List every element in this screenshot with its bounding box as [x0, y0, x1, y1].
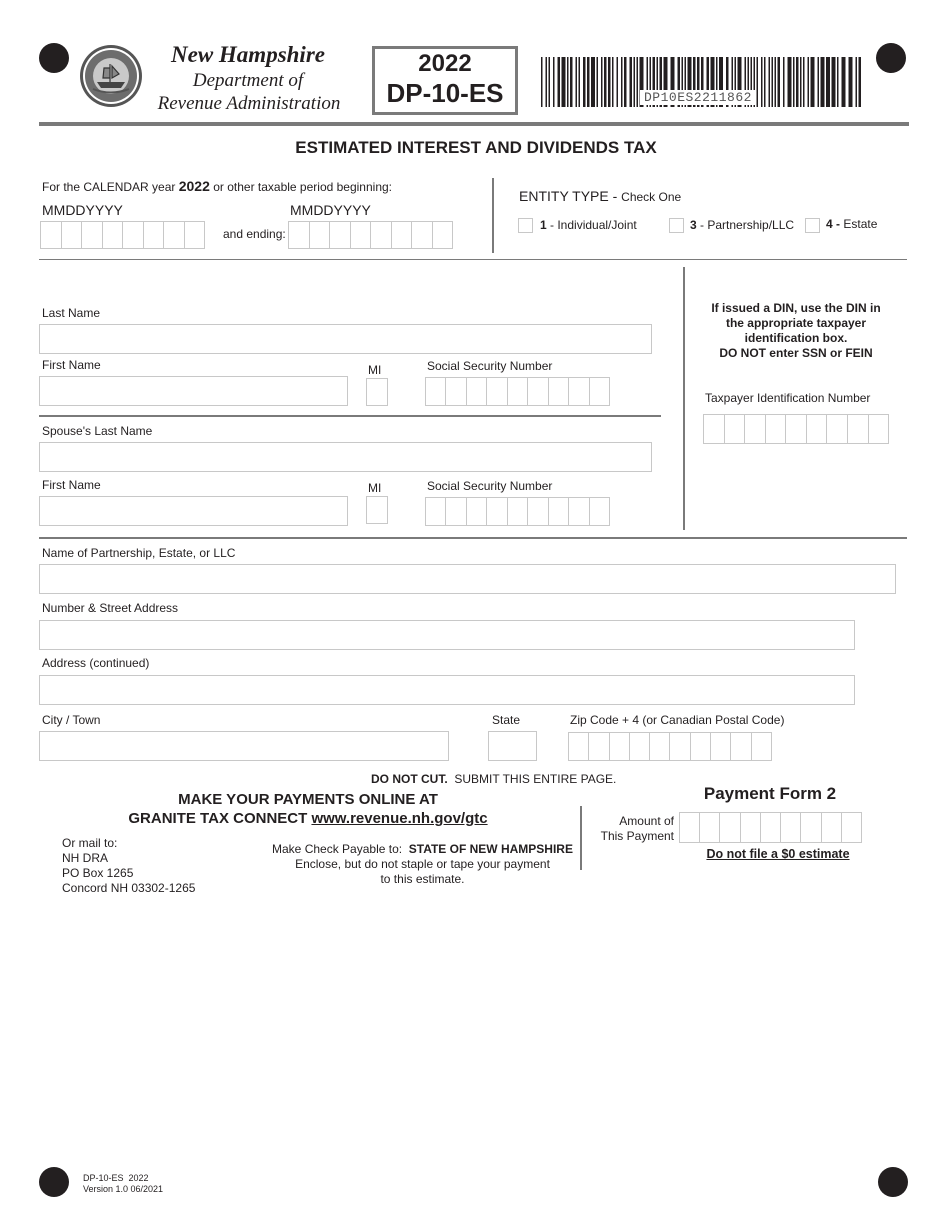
barcode-bar: [617, 57, 619, 107]
address-continued-label: Address (continued): [42, 656, 150, 670]
entity-name-label: Name of Partnership, Estate, or LLC: [42, 546, 236, 560]
input-cell[interactable]: [590, 378, 609, 405]
barcode-bar: [769, 57, 771, 107]
entity-individual-text: - Individual/Joint: [546, 218, 637, 232]
input-cell[interactable]: [103, 222, 124, 248]
period-suffix: or other taxable period beginning:: [209, 180, 393, 194]
online-line-1: MAKE YOUR PAYMENTS ONLINE AT: [178, 791, 438, 808]
entity-partnership-num: 3: [690, 218, 697, 232]
input-cell[interactable]: [41, 222, 62, 248]
barcode-bar: [567, 57, 569, 107]
enclose-line-1: Enclose, but do not staple or tape your payment: [295, 857, 550, 871]
form-code: DP-10-ES: [386, 78, 504, 108]
barcode-bar: [808, 57, 810, 107]
tax-period-label: [42, 178, 392, 194]
barcode-bar: [796, 57, 799, 107]
din-divider: [683, 267, 685, 530]
form-id-box: [372, 46, 518, 115]
entity-individual-label: [540, 218, 637, 232]
barcode-bar: [579, 57, 581, 107]
input-cell[interactable]: [589, 733, 609, 760]
entity-individual-checkbox[interactable]: [518, 218, 533, 233]
payable-prefix: Make Check Payable to:: [272, 842, 409, 856]
input-cell[interactable]: [752, 733, 771, 760]
entity-individual-num: 1: [540, 218, 547, 232]
barcode-number: DP10ES2211862: [640, 90, 756, 105]
end-date-format: MMDDYYYY: [290, 202, 371, 218]
input-cell[interactable]: [822, 813, 842, 842]
period-prefix: For the CALENDAR year: [42, 180, 179, 194]
input-cell[interactable]: [670, 733, 690, 760]
input-cell[interactable]: [487, 498, 507, 525]
online-url-link[interactable]: www.revenue.nh.gov/gtc: [311, 810, 488, 827]
street-address-label: Number & Street Address: [42, 601, 179, 615]
input-cell[interactable]: [310, 222, 331, 248]
address-continued-input[interactable]: [39, 675, 855, 705]
period-divider: [492, 178, 494, 253]
input-cell[interactable]: [704, 415, 725, 443]
input-cell[interactable]: [164, 222, 185, 248]
entity-estate-num: 4 -: [826, 217, 841, 231]
header-rule: [39, 122, 909, 126]
check-payable-note: [270, 842, 575, 887]
barcode-bar: [621, 57, 623, 107]
online-line-2: GRANITE TAX CONNECT: [128, 810, 312, 827]
entity-estate-text: Estate: [840, 217, 878, 231]
barcode-bar: [826, 57, 830, 107]
barcode-bar: [856, 57, 858, 107]
barcode-bar: [587, 57, 590, 107]
spouse-last-name-label: Spouse's Last Name: [42, 424, 153, 438]
input-cell[interactable]: [467, 498, 487, 525]
barcode-bar: [800, 57, 802, 107]
input-cell[interactable]: [426, 378, 446, 405]
input-cell[interactable]: [781, 813, 801, 842]
barcode-bar: [783, 57, 785, 107]
barcode-bar: [757, 57, 759, 107]
entity-partnership-text: - Partnership/LLC: [696, 218, 795, 232]
barcode-bar: [849, 57, 853, 107]
input-cell[interactable]: [446, 378, 466, 405]
input-cell[interactable]: [741, 813, 761, 842]
input-cell[interactable]: [650, 733, 670, 760]
input-cell[interactable]: [392, 222, 413, 248]
din-line-2: the appropriate taxpayer: [725, 316, 867, 330]
mailing-address: [62, 836, 195, 896]
barcode-bar: [608, 57, 611, 107]
input-cell[interactable]: [700, 813, 720, 842]
barcode-bar: [553, 57, 555, 107]
input-cell[interactable]: [848, 415, 869, 443]
input-cell[interactable]: [869, 415, 889, 443]
mail-line-1: NH DRA: [62, 851, 109, 865]
input-cell[interactable]: [569, 498, 589, 525]
payable-to: STATE OF NEW HAMPSHIRE: [408, 842, 573, 856]
barcode-bar: [570, 57, 573, 107]
input-cell[interactable]: [371, 222, 392, 248]
amount-label-line-1: Amount of: [619, 814, 674, 828]
form-version: Version 1.0 06/2021: [83, 1184, 164, 1194]
input-cell[interactable]: [62, 222, 83, 248]
spouse-ssn-input[interactable]: [425, 497, 610, 526]
input-cell[interactable]: [549, 498, 569, 525]
submit-instruction: [371, 772, 616, 786]
tin-input[interactable]: [703, 414, 889, 444]
do-not-cut: DO NOT CUT.: [371, 772, 448, 786]
barcode-bar: [859, 57, 862, 107]
barcode-bar: [601, 57, 603, 107]
barcode-bar: [832, 57, 836, 107]
barcode-bar: [837, 57, 839, 107]
department-line-1: Department of: [192, 70, 304, 91]
amount-label: [596, 814, 674, 844]
barcode-bar: [624, 57, 627, 107]
entity-partnership-checkbox[interactable]: [669, 218, 684, 233]
spouse-ssn-label: Social Security Number: [427, 479, 553, 493]
first-name-label: First Name: [42, 358, 101, 372]
section-rule-1: [39, 259, 907, 260]
barcode-bar: [634, 57, 636, 107]
amount-label-line-2: This Payment: [600, 829, 674, 843]
online-payment-notice: [118, 790, 498, 828]
form-title: ESTIMATED INTEREST AND DIVIDENDS TAX: [295, 138, 657, 157]
input-cell[interactable]: [82, 222, 103, 248]
input-cell[interactable]: [528, 498, 548, 525]
barcode-bar: [546, 57, 548, 107]
barcode-bar: [772, 57, 774, 107]
submit-entire-page: SUBMIT THIS ENTIRE PAGE.: [447, 772, 617, 786]
registration-mark-top-right: [876, 43, 906, 73]
registration-mark-bottom-left: [39, 1167, 69, 1197]
mail-line-2: PO Box 1265: [62, 866, 134, 880]
barcode-bar: [842, 57, 846, 107]
input-cell[interactable]: [433, 222, 453, 248]
input-cell[interactable]: [289, 222, 310, 248]
input-cell[interactable]: [508, 498, 528, 525]
barcode-bar: [597, 57, 599, 107]
barcode-bar: [612, 57, 614, 107]
street-address-input[interactable]: [39, 620, 855, 650]
barcode-bar: [637, 57, 639, 107]
input-cell[interactable]: [630, 733, 650, 760]
ssn-input[interactable]: [425, 377, 610, 406]
barcode-bar: [558, 57, 561, 107]
barcode-bar: [562, 57, 566, 107]
din-line-1: If issued a DIN, use the DIN in: [711, 301, 881, 315]
mail-to-label: Or mail to:: [62, 836, 118, 850]
mail-line-3: Concord NH 03302-1265: [62, 881, 196, 895]
input-cell[interactable]: [144, 222, 165, 248]
payment-form-title: Payment Form 2: [703, 784, 837, 803]
last-name-label: Last Name: [42, 306, 101, 320]
section-rule-2: [39, 537, 907, 539]
input-cell[interactable]: [412, 222, 433, 248]
barcode-bar: [576, 57, 578, 107]
zip-input[interactable]: [568, 732, 772, 761]
input-cell[interactable]: [549, 378, 569, 405]
begin-date-format: MMDDYYYY: [42, 202, 123, 218]
spouse-last-name-input[interactable]: [39, 442, 652, 472]
period-year: 2022: [178, 178, 210, 194]
ssn-label: Social Security Number: [427, 359, 553, 373]
entity-estate-checkbox[interactable]: [805, 218, 820, 233]
input-cell[interactable]: [569, 733, 589, 760]
spouse-divider: [39, 415, 661, 417]
barcode-bar: [821, 57, 825, 107]
mi-input[interactable]: [366, 378, 388, 406]
barcode-bar: [775, 57, 777, 107]
barcode-bar: [549, 57, 551, 107]
zip-label: Zip Code + 4 (or Canadian Postal Code): [570, 713, 785, 727]
input-cell[interactable]: [610, 733, 630, 760]
city-label: City / Town: [42, 713, 101, 727]
form-reference: DP-10-ES 2022: [83, 1173, 149, 1183]
department-line-2: Revenue Administration: [157, 93, 341, 114]
spouse-mi-label: MI: [368, 481, 382, 495]
input-cell[interactable]: [842, 813, 861, 842]
state-name: New Hampshire: [171, 42, 325, 67]
input-cell[interactable]: [766, 415, 787, 443]
entity-type-title: [519, 188, 681, 204]
input-cell[interactable]: [720, 813, 740, 842]
entity-estate-label: [826, 217, 877, 231]
barcode-bar: [803, 57, 805, 107]
din-line-3: identification box.: [744, 331, 848, 345]
entity-partnership-label: [690, 218, 794, 232]
mi-label: MI: [368, 363, 382, 377]
entity-name-input[interactable]: [39, 564, 896, 594]
tin-label: Taxpayer Identification Number: [705, 391, 871, 405]
registration-mark-top-left: [39, 43, 69, 73]
state-label: State: [492, 713, 521, 727]
input-cell[interactable]: [680, 813, 700, 842]
input-cell[interactable]: [330, 222, 351, 248]
entity-type-title-text: ENTITY TYPE -: [519, 188, 622, 204]
registration-mark-bottom-right: [878, 1167, 908, 1197]
state-input[interactable]: [488, 731, 537, 761]
city-input[interactable]: [39, 731, 449, 761]
barcode-bar: [604, 57, 607, 107]
payment-divider: [580, 806, 582, 870]
input-cell[interactable]: [761, 813, 781, 842]
input-cell[interactable]: [807, 415, 828, 443]
end-date-input[interactable]: [288, 221, 453, 249]
barcode-bar: [778, 57, 781, 107]
input-cell[interactable]: [528, 378, 548, 405]
first-name-input[interactable]: [39, 376, 348, 406]
input-cell[interactable]: [786, 415, 807, 443]
input-cell[interactable]: [801, 813, 821, 842]
barcode-bar: [788, 57, 792, 107]
din-instructions: [700, 301, 892, 361]
input-cell[interactable]: [569, 378, 589, 405]
barcode-bar: [793, 57, 795, 107]
input-cell[interactable]: [827, 415, 848, 443]
last-name-input[interactable]: [39, 324, 652, 354]
barcode-bar: [764, 57, 766, 107]
input-cell[interactable]: [508, 378, 528, 405]
input-cell[interactable]: [691, 733, 711, 760]
entity-check-one: Check One: [621, 190, 682, 204]
barcode-bar: [630, 57, 633, 107]
input-cell[interactable]: [487, 378, 507, 405]
payment-amount-input[interactable]: [679, 812, 862, 843]
input-cell[interactable]: [123, 222, 144, 248]
input-cell[interactable]: [351, 222, 372, 248]
spouse-first-name-label: First Name: [42, 478, 101, 492]
form-version-info: [83, 1173, 163, 1195]
spouse-first-name-input[interactable]: [39, 496, 348, 526]
input-cell[interactable]: [467, 378, 487, 405]
barcode-bar: [591, 57, 595, 107]
input-cell[interactable]: [745, 415, 766, 443]
input-cell[interactable]: [590, 498, 609, 525]
begin-date-input[interactable]: [40, 221, 205, 249]
barcode-bar: [818, 57, 820, 107]
enclose-line-2: to this estimate.: [380, 872, 465, 886]
form-year: 2022: [418, 50, 472, 77]
state-seal-icon: [79, 44, 143, 108]
input-cell[interactable]: [426, 498, 446, 525]
barcode-bar: [811, 57, 815, 107]
spouse-mi-input[interactable]: [366, 496, 388, 524]
ending-label: and ending:: [223, 227, 286, 241]
barcode-bar: [541, 57, 543, 107]
din-line-4: DO NOT enter SSN or FEIN: [719, 346, 873, 360]
input-cell[interactable]: [725, 415, 746, 443]
input-cell[interactable]: [446, 498, 466, 525]
barcode-bar: [761, 57, 763, 107]
input-cell[interactable]: [185, 222, 205, 248]
no-zero-estimate-note: Do not file a $0 estimate: [706, 847, 850, 861]
input-cell[interactable]: [731, 733, 751, 760]
input-cell[interactable]: [711, 733, 731, 760]
barcode-bar: [583, 57, 586, 107]
